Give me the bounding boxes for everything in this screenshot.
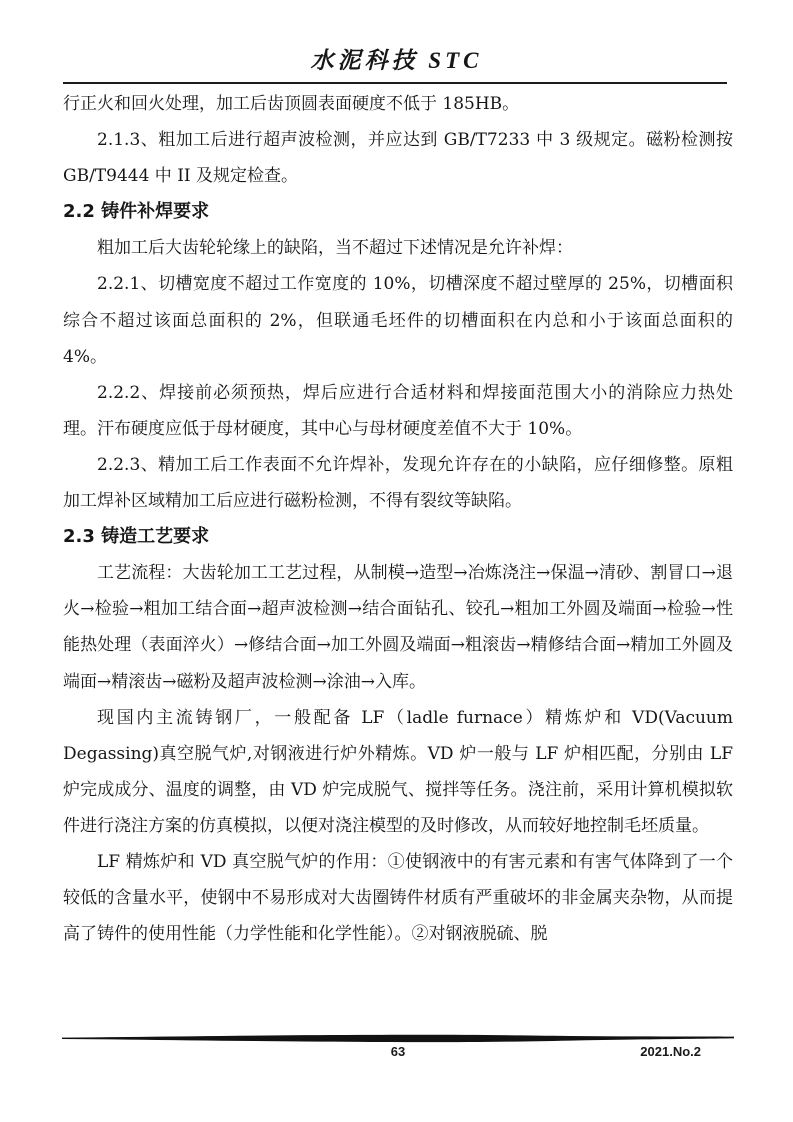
paragraph-2-2-1: 2.2.1、切槽宽度不超过工作宽度的 10%，切槽深度不超过壁厚的 25%，切槽面积综合不超过该面总面积的 2%，但联通毛坯件的切槽面积在内总和小于该面总面积的 4%。: [63, 274, 733, 367]
paragraph-2-1-3: 2.1.3、粗加工后进行超声波检测，并应达到 GB/T7233 中 3 级规定。磁粉检测按 GB/T9444 中 II 及规定检查。: [63, 130, 733, 187]
paragraph-2-2-3: 2.2.3、精加工后工作表面不允许焊补，发现允许存在的小缺陷，应仔细修整。原粗加工焊补区域精加工后应进行磁粉检测，不得有裂纹等缺陷。: [63, 454, 733, 512]
paragraph-lf-vd-furnace: 现国内主流铸钢厂，一般配备 LF（ladle furnace）精炼炉和 VD(Vacuum Degassing)真空脱气炉,对钢液进行炉外精炼。VD 炉一般与 LF 炉相匹配，分别由 LF 炉完成成分、温度的调整，由 VD 炉完成脱气、搅拌等任务。浇注前，采用计算机模拟软件进行浇注方案的仿真模拟，以便对浇注模型的及时修改，从而较好地控制毛坯质量。: [63, 707, 733, 836]
section-heading-2-3: 2.3 铸造工艺要求: [63, 526, 210, 548]
journal-title: 水泥科技 STC: [310, 48, 483, 73]
header-rule: [63, 82, 727, 84]
section-heading-2-2: 2.2 铸件补焊要求: [63, 201, 210, 223]
paragraph-lf-vd-function: LF 精炼炉和 VD 真空脱气炉的作用：①使钢液中的有害元素和有害气体降到了一个较低的含量水平，使钢中不易形成对大齿圈铸件材质有严重破坏的非金属夹杂物，从而提高了铸件的使用性能（力学性能和化学性能）。②对钢液脱硫、脱: [63, 851, 733, 945]
document-body: [63, 86, 733, 952]
paragraph-2-2-2: 2.2.2、焊接前必须预热，焊后应进行合适材料和焊接面范围大小的消除应力热处理。汗布硬度应低于母材硬度，其中心与母材硬度差值不大于 10%。: [63, 382, 733, 439]
paragraph-continuation: 行正火和回火处理，加工后齿顶圆表面硬度不低于 185HB。: [63, 94, 520, 114]
issue-number: 2021.No.2: [640, 1044, 701, 1059]
page-number: 63: [390, 1044, 406, 1059]
page-footer: [63, 1044, 733, 1064]
footer-rule: [60, 1034, 736, 1044]
paragraph-weld-intro: 粗加工后大齿轮轮缘上的缺陷，当不超过下述情况是允许补焊：: [97, 238, 573, 259]
page-header: [63, 42, 730, 75]
paragraph-process-flow: 工艺流程：大齿轮加工工艺过程，从制模→造型→冶炼浇注→保温→清砂、割冒口→退火→检验→粗加工结合面→超声波检测→结合面钻孔、铰孔→粗加工外圆及端面→检验→性能热处理（表面淬火）→修结合面→加工外圆及端面→粗滚齿→精修结合面→精加工外圆及端面→精滚齿→磁粉及超声波检测→涂油→入库。: [63, 563, 733, 692]
